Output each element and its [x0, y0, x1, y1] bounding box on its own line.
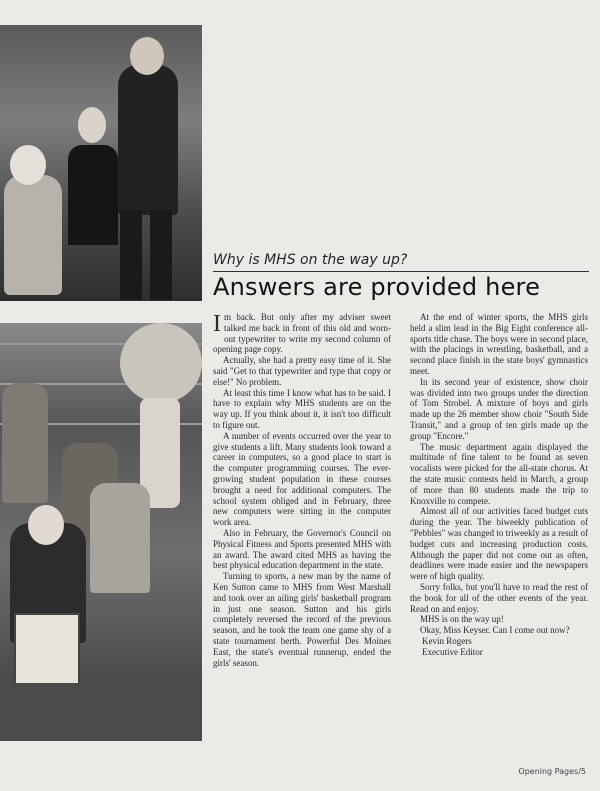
article-paragraph: At least this time I know what has to be said. I have to explain why MHS students are on the way up. If you think about it, it isn't too difficult to figure out. [213, 387, 391, 430]
band-member-head [28, 505, 64, 545]
standing-student-head [130, 37, 164, 75]
seated-student-figure [68, 145, 118, 245]
drum [14, 613, 80, 691]
page-folio: Opening Pages/5 [518, 767, 586, 776]
author-title: Executive Editor [422, 646, 483, 657]
band-member-figure [90, 483, 150, 593]
sousaphone-bell [120, 323, 202, 403]
seated-student-head [78, 107, 106, 143]
standing-student-leg [150, 210, 172, 300]
article-paragraph: MHS is on the way up! [420, 614, 504, 625]
article-paragraph: Sorry folks, but you'll have to read the rest of the book for all of the other events of the year. Read on and enjoy. [410, 581, 588, 614]
article-column-left [213, 312, 391, 668]
divider-rule [213, 271, 589, 272]
photo-band-bleachers [0, 323, 202, 741]
standing-student-leg [120, 210, 142, 300]
article-paragraph: At the end of winter sports, the MHS girls held a slim lead in the Big Eight conference all-sports title chase. The boys were in second place, with the placings in wrestling, basketball, and a second place finish in the state boys' gymnastics meet. [410, 312, 588, 376]
author-name: Kevin Rogers [422, 635, 472, 646]
headline: Answers are provided here [213, 273, 541, 301]
article-paragraph: Actually, she had a pretty easy time of it. She said "Get to that typewriter and type that copy or else!" No problem. [213, 355, 391, 387]
article-paragraph: Turning to sports, a new man by the name of Ken Sutton came to MHS from West Marshall and took over an ailing girls' basketball program in just one season. Sutton and his girls completely reversed the record of the previous season, and he took the team one game shy of a state tournament berth. Powerful Des Moines East, the state's eventual runnerup, ended the girls' season. [213, 571, 391, 668]
bleacher-floor [0, 683, 202, 741]
drop-cap: I [213, 311, 221, 337]
band-member-figure [2, 383, 48, 503]
article-paragraph: In its second year of existence, show choir was divided into two groups under the direction of Tom Strobel. A mixture of boys and girls made up the 26 member show choir "South Side Transit," and a group of ten girls made up the group "Encore." [410, 376, 588, 441]
article-paragraph: Almost all of our activities faced budget cuts during the year. The biweekly publication of "Pebbles" was changed to triweekly as a result of budget cuts and increasing production costs. Although the paper did not come out as often, deadlines were made easier and the newspapers were of high quality. [410, 506, 588, 582]
article-paragraph: A number of events occurred over the year to give students a lift. Many students look toward a career in computers, so a good place to start is the computer programming courses. The ever-growing student population in these courses brought a need for additional computers. The school system obliged and in February, three new computers were sitting in the computer work area. [213, 430, 391, 528]
article-paragraph: Okay, Miss Keyser. Can I come out now? [420, 625, 570, 636]
standing-student-figure [118, 65, 178, 215]
article-paragraph: The music department again displayed the multitude of fine talent to be found as seven vocalists were picked for the all-state chorus. At the state music contests held in March, a group of more than 80 students made the trip to Knoxville to compete. [410, 441, 588, 506]
article-paragraph: Also in February, the Governor's Council on Physical Fitness and Sports presented MHS with an award. The award cited MHS as having the best physical education department in the state. [213, 527, 391, 571]
article-paragraph: Im back. But only after my adviser sweet talked me back in front of this old and worn-out typewriter to write my second column of opening page copy. [213, 311, 391, 355]
photo-students-outdoors [0, 25, 202, 301]
girl-head [10, 145, 46, 185]
subheadline: Why is MHS on the way up? [213, 252, 408, 268]
article-column-right [410, 312, 588, 658]
girl-figure [4, 175, 62, 295]
